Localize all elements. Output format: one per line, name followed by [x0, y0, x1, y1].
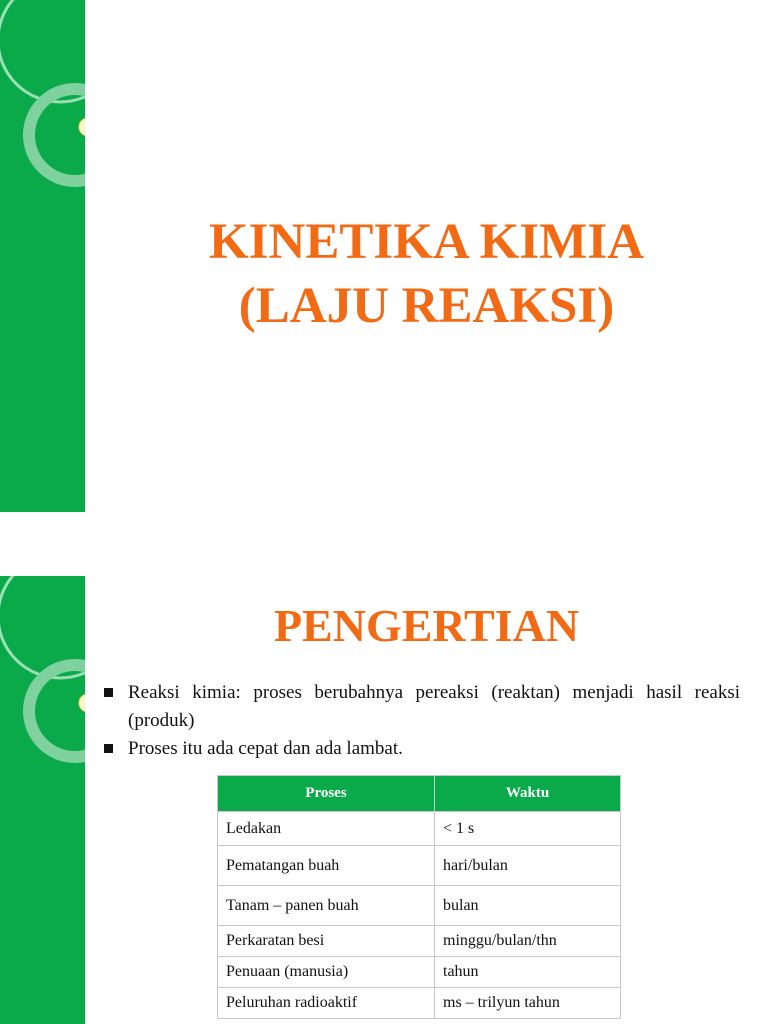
- bullet-item: [100, 679, 740, 735]
- header-proses: Proses: [218, 776, 435, 812]
- section-title: PENGERTIAN: [273, 600, 580, 651]
- cell-waktu: < 1 s: [435, 812, 621, 846]
- table-row: [218, 926, 621, 957]
- process-time-table: [217, 775, 621, 1019]
- cell-proses: Ledakan: [218, 812, 435, 846]
- cell-proses: Peluruhan radioaktif: [218, 988, 435, 1019]
- title-line-2: (LAJU REAKSI): [238, 278, 615, 334]
- square-bullet-icon: [104, 744, 113, 753]
- table-row: [218, 957, 621, 988]
- square-bullet-icon: [104, 688, 113, 697]
- bullet-text: Proses itu ada cepat dan ada lambat.: [128, 738, 403, 759]
- decorative-circles-icon: [0, 576, 85, 776]
- green-sidebar-band: [0, 0, 85, 512]
- table-row: [218, 812, 621, 846]
- header-waktu: Waktu: [435, 776, 621, 812]
- cell-proses: Pematangan buah: [218, 846, 435, 886]
- cell-proses: Perkaratan besi: [218, 926, 435, 957]
- cell-waktu: bulan: [435, 886, 621, 926]
- cell-waktu: tahun: [435, 957, 621, 988]
- bullet-list: [100, 679, 740, 763]
- decorative-circles-icon: [0, 0, 85, 200]
- table-row: [218, 988, 621, 1019]
- green-sidebar-band: [0, 576, 85, 1024]
- cell-waktu: hari/bulan: [435, 846, 621, 886]
- table-row: [218, 886, 621, 926]
- cell-waktu: minggu/bulan/thn: [435, 926, 621, 957]
- bullet-text: Reaksi kimia: proses berubahnya pereaksi (reaktan) menjadi hasil reaksi (produk): [128, 682, 740, 731]
- bullet-item: [100, 735, 740, 763]
- cell-proses: Penuaan (manusia): [218, 957, 435, 988]
- slide-title-text: [85, 210, 768, 338]
- title-line-1: KINETIKA KIMIA: [209, 214, 644, 270]
- slide-pengertian: [0, 576, 768, 1024]
- table-row: [218, 846, 621, 886]
- table-header-row: [218, 776, 621, 812]
- cell-proses: Tanam – panen buah: [218, 886, 435, 926]
- cell-waktu: ms – trilyun tahun: [435, 988, 621, 1019]
